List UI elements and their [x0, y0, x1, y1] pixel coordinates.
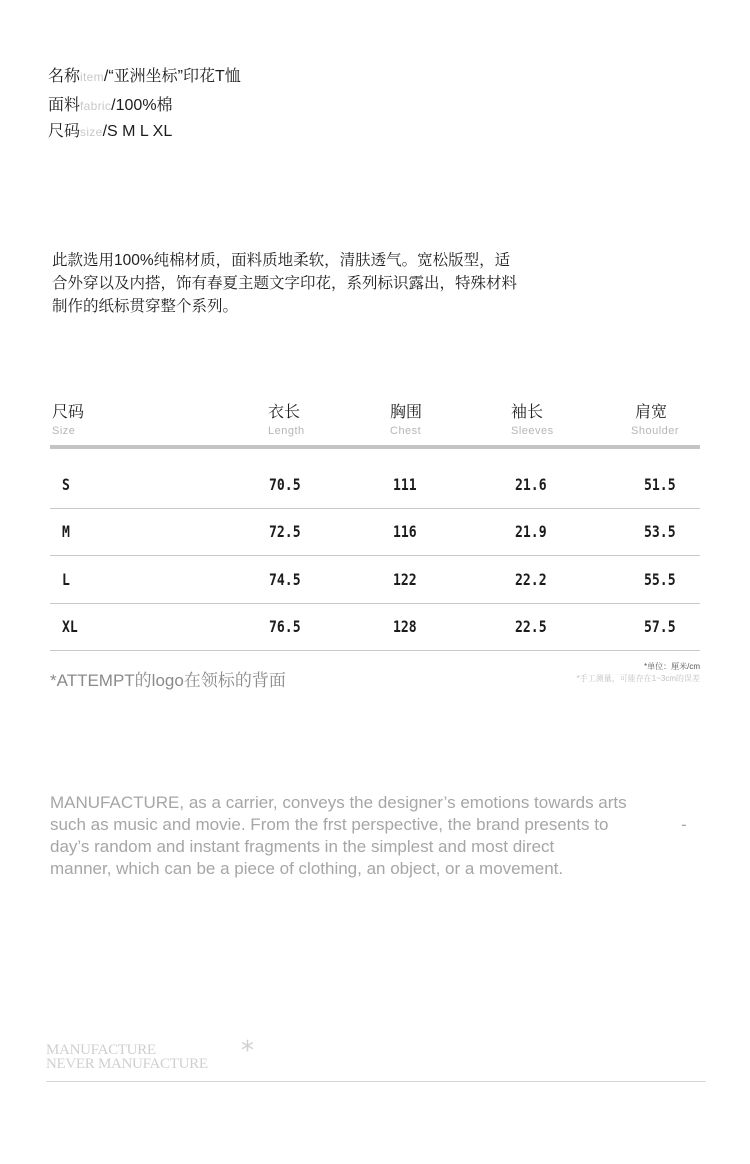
header-sleeves-en: Sleeves — [511, 425, 554, 437]
manifesto-line: day’s random and instant fragments in the simplest and most direct — [50, 837, 555, 856]
manifesto-line: manner, which can be a piece of clothing, an object, or a movement. — [50, 859, 564, 878]
star-icon: * — [241, 1036, 254, 1066]
brand-line-2: NEVER MANUFACTURE — [46, 1056, 208, 1072]
cell-sleeves: 22.5 — [515, 617, 547, 636]
brand-manifesto — [50, 792, 710, 880]
table-row — [50, 508, 700, 556]
unit-note: *单位：厘米/cm — [644, 662, 700, 671]
header-shoulder-en: Shoulder — [631, 425, 680, 437]
cell-sleeves: 21.6 — [515, 475, 547, 494]
header-size-en: Size — [52, 425, 76, 437]
header-size — [52, 403, 84, 439]
spec-fabric-label: 面料 — [48, 97, 81, 114]
spec-item-line — [48, 67, 241, 87]
footer-divider — [46, 1081, 706, 1082]
logo-location-note: *ATTEMPT的logo在领标的背面 — [50, 671, 286, 690]
spec-fabric-value: /100%棉 — [111, 97, 173, 114]
cell-chest: 116 — [393, 522, 417, 541]
cell-sleeves: 21.9 — [515, 522, 547, 541]
cell-size: S — [62, 475, 70, 494]
cell-shoulder: 53.5 — [644, 522, 676, 541]
header-chest-cn: 胸围 — [390, 404, 423, 421]
tolerance-note: *手工测量，可能存在1~3cm的误差 — [576, 674, 700, 683]
header-length — [268, 403, 305, 439]
spec-item-label: 名称 — [48, 68, 81, 85]
header-sleeves-cn: 袖长 — [511, 404, 544, 421]
cell-shoulder: 51.5 — [644, 475, 676, 494]
table-row — [50, 556, 700, 604]
product-description — [52, 249, 612, 318]
cell-size: M — [62, 522, 70, 541]
cell-shoulder: 57.5 — [644, 617, 676, 636]
header-size-cn: 尺码 — [52, 404, 85, 421]
header-length-cn: 衣长 — [268, 404, 301, 421]
cell-size: XL — [62, 617, 78, 636]
spec-size-line — [48, 122, 172, 142]
spec-item-value: /“亚洲坐标”印花T恤 — [103, 68, 241, 85]
brand-line-1: MANUFACTURE — [46, 1042, 156, 1058]
cell-chest: 111 — [393, 475, 417, 494]
header-length-en: Length — [268, 425, 305, 437]
manifesto-line: such as music and movie. From the frst perspective, the brand presents to — [50, 815, 609, 834]
cell-length: 72.5 — [269, 522, 301, 541]
header-sleeves — [511, 403, 554, 439]
spec-size-value: /S M L XL — [102, 123, 173, 140]
cell-length: 74.5 — [269, 570, 301, 589]
manifesto-line-with-dash — [50, 814, 710, 836]
spec-size-label-en: size — [80, 125, 103, 139]
cell-size: L — [62, 570, 70, 589]
table-row — [50, 461, 700, 509]
cell-sleeves: 22.2 — [515, 570, 547, 589]
measurement-note — [577, 661, 700, 685]
spec-item-label-en: item — [80, 70, 104, 84]
description-line: 合外穿以及内搭，饰有春夏主题文字印花，系列标识露出，特殊材料 — [52, 275, 518, 292]
cell-length: 76.5 — [269, 617, 301, 636]
spec-fabric-line — [48, 96, 173, 116]
cell-shoulder: 55.5 — [644, 570, 676, 589]
header-shoulder — [631, 403, 679, 439]
manifesto-line: MANUFACTURE, as a carrier, conveys the designer’s emotions towards arts — [50, 793, 627, 812]
header-shoulder-cn: 肩宽 — [635, 404, 668, 421]
table-row — [50, 603, 700, 651]
cell-chest: 122 — [393, 570, 417, 589]
cell-length: 70.5 — [269, 475, 301, 494]
spec-fabric-label-en: fabric — [80, 99, 112, 113]
brand-wordmark — [46, 1043, 208, 1071]
header-chest-en: Chest — [390, 425, 422, 437]
description-line: 此款选用100%纯棉材质，面料质地柔软，清肤透气。宽松版型，适 — [52, 252, 511, 269]
manifesto-hyphen: - — [681, 815, 687, 834]
header-chest — [390, 403, 422, 439]
description-line: 制作的纸标贯穿整个系列。 — [52, 298, 239, 315]
spec-size-label: 尺码 — [48, 123, 81, 140]
cell-chest: 128 — [393, 617, 417, 636]
table-header-divider — [50, 445, 700, 449]
